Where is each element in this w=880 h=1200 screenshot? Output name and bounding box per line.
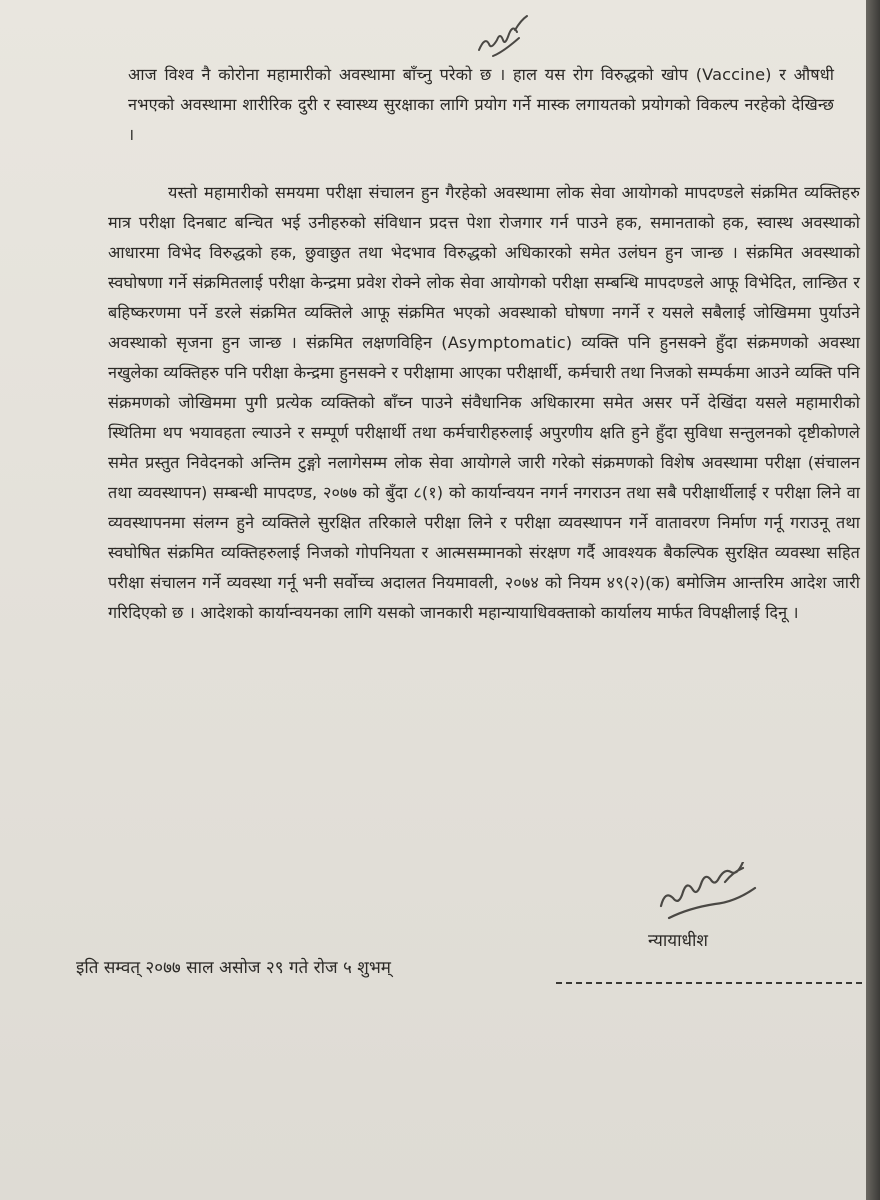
paragraph-order: यस्तो महामारीको समयमा परीक्षा संचालन हुन गैरहेको अवस्थामा लोक सेवा आयोगको मापदण्डले संक्रमित व्यक्तिहरु मात्र परीक्षा दिनबाट बन्चित भई उनीहरुको संविधान प्रदत्त पेशा रोजगार गर्न पाउने हक, समानताको हक, स्वास्थ अवस्थाको आधारमा विभेद विरुद्धको हक, छुवाछुत तथा भेदभाव विरुद्धको अधिकारको समेत उलंघन हुन जान्छ । संक्रमित अवस्थाको स्वघोषणा गर्ने संक्रमितलाई परीक्षा केन्द्रमा प्रवेश रोक्ने लोक सेवा आयोगको परीक्षा सम्बन्धि मापदण्डले आफू विभेदित, लान्छित र बहिष्करणमा पर्ने डरले संक्रमित व्यक्तिले आफू संक्रमित भएको अवस्थाको घोषणा नगर्ने र यसले सबैलाई जोखिममा पुर्याउने अवस्थाको सृजना हुन जान्छ । संक्रमित लक्षणविहिन (Asymptomatic) व्यक्ति पनि हुनसक्ने हुँदा संक्रमणको अवस्था नखुलेका व्यक्तिहरु पनि परीक्षा केन्द्रमा हुनसक्ने र परीक्षामा आएका परीक्षार्थी, कर्मचारी तथा निजको सम्पर्कमा आउने व्यक्ति पनि संक्रमणको जोखिममा पुगी प्रत्येक व्यक्तिको बाँच्न पाउने संवैधानिक अधिकारमा समेत असर पर्ने देखिंदा यसले महामारीको स्थितिमा थप भयावहता ल्याउने र सम्पूर्ण परीक्षार्थी तथा कर्मचारीहरुलाई अपुरणीय क्षति हुने हुँदा सुविधा सन्तुलनको दृष्टीकोणले समेत प्रस्तुत निवेदनको अन्तिम टुङ्गो नलागेसम्म लोक सेवा आयोगले जारी गरेको संक्रमणको विशेष अवस्थामा परीक्षा (संचालन तथा व्यवस्थापन) सम्बन्धी मापदण्ड, २०७७ को बुँदा ८(१) को कार्यान्वयन नगर्न नगराउन तथा सबै परीक्षार्थीलाई र परीक्षा लिने वा व्यवस्थापनमा संलग्न हुने व्यक्तिले सुरक्षित तरिकाले परीक्षा लिने र परीक्षा व्यवस्थापन गर्ने वातावरण निर्माण गर्नू गराउनू तथा स्वघोषित संक्रमित व्यक्तिहरुलाई निजको गोपनियता र आत्मसम्मानको संरक्षण गर्दै आवश्यक बैकल्पिक सुरक्षित व्यवस्था सहित परीक्षा संचालन गर्ने व्यवस्था गर्नू भनी सर्वोच्च अदालत नियमावली, २०७४ को नियम ४९(२)(क) बमोजिम आन्तरिम आदेश जारी गरिदिएको छ । आदेशको कार्यान्वयनका लागि यसको जानकारी महान्यायाधिवक्ताको कार्यालय मार्फत विपक्षीलाई दिनू । <box>108 183 860 622</box>
page-edge-shadow <box>866 0 880 1200</box>
paragraph-intro: आज विश्व नै कोरोना महामारीको अवस्थामा बाँच्नु परेको छ । हाल यस रोग विरुद्धको खोप (Vaccine) र औषधी नभएको अवस्थामा शारीरिक दुरी र स्वास्थ्य सुरक्षाका लागि प्रयोग गर्ने मास्क लगायतको प्रयोगको विकल्प नरहेको देखिन्छ । <box>128 65 834 144</box>
judge-signature <box>655 862 765 932</box>
dashed-rule <box>556 982 862 984</box>
closing-date-line: इति सम्वत् २०७७ साल असोज २९ गते रोज ५ शुभम् <box>76 958 391 978</box>
signatory-title: न्यायाधीश <box>648 931 708 951</box>
